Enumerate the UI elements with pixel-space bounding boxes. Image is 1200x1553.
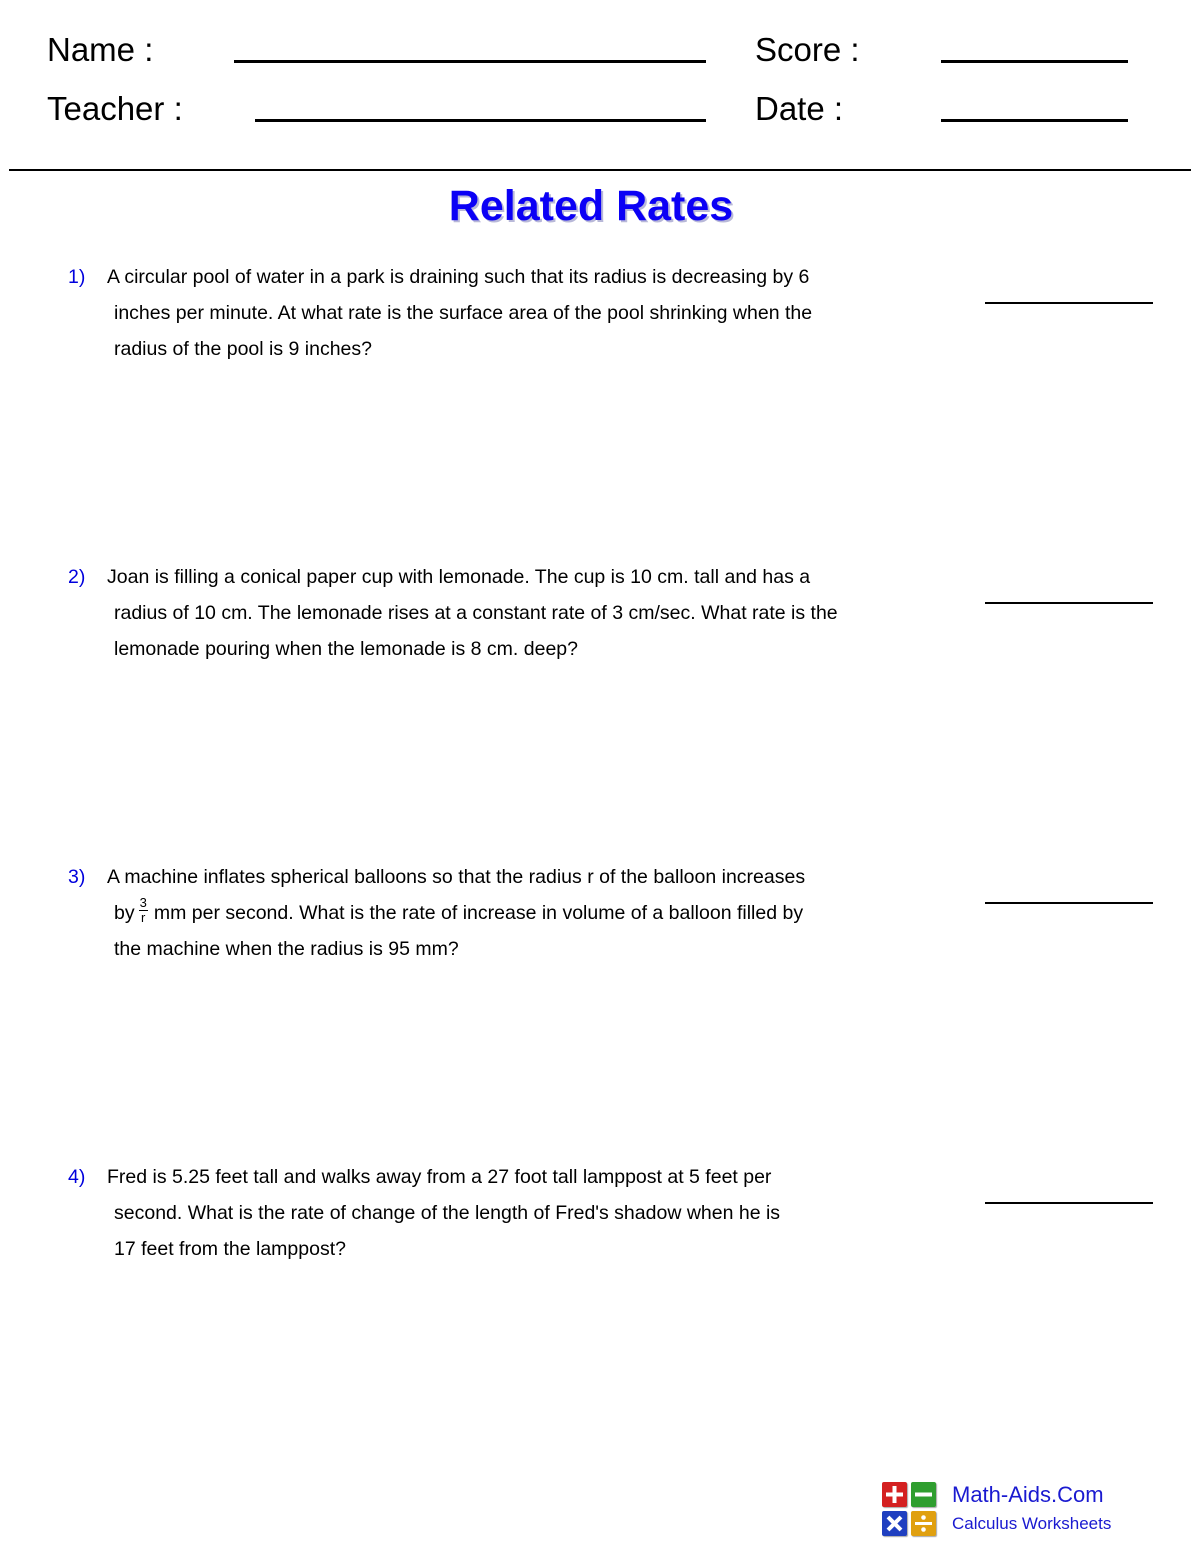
answer-line-4[interactable] (985, 1202, 1153, 1204)
score-field[interactable] (941, 60, 1128, 63)
problem-line: second. What is the rate of change of the length of Fred's shadow when he is (114, 1202, 781, 1224)
minus-icon (911, 1482, 936, 1507)
divide-icon (911, 1511, 936, 1536)
problem-line: 17 feet from the lamppost? (114, 1238, 346, 1260)
problem-2 (0, 559, 1200, 859)
name-label: Name : (47, 31, 154, 68)
logo-name: Math-Aids.Com (952, 1482, 1104, 1507)
problem-text (107, 1159, 927, 1267)
problem-line: Joan is filling a conical paper cup with lemonade. The cup is 10 cm. tall and has a (107, 566, 811, 588)
score-label: Score : (755, 31, 860, 68)
problem-text-segment: mm per second. What is the rate of increase in volume of a balloon filled by (153, 902, 804, 924)
header-divider (9, 169, 1191, 171)
fraction (139, 896, 148, 925)
problem-1 (0, 259, 1200, 559)
problem-4 (0, 1159, 1200, 1459)
problem-text (107, 859, 927, 967)
problem-number: 4) (68, 1166, 86, 1188)
fraction-denominator: r (141, 910, 146, 926)
date-field[interactable] (941, 119, 1128, 122)
problem-number: 2) (68, 566, 86, 588)
plus-icon (882, 1482, 907, 1507)
answer-line-3[interactable] (985, 902, 1153, 904)
problem-line: A machine inflates spherical balloons so that the radius r of the balloon increases (107, 866, 806, 888)
problem-line: radius of 10 cm. The lemonade rises at a constant rate of 3 cm/sec. What rate is the (114, 602, 838, 624)
problem-line: radius of the pool is 9 inches? (114, 338, 372, 360)
fraction-numerator: 3 (139, 895, 147, 911)
problem-3 (0, 859, 1200, 1159)
answer-line-1[interactable] (985, 302, 1153, 304)
problem-line: A circular pool of water in a park is draining such that its radius is decreasing by 6 (107, 266, 810, 288)
name-field[interactable] (234, 60, 706, 63)
answer-line-2[interactable] (985, 602, 1153, 604)
problem-text-segment: by (114, 902, 135, 924)
problem-line: the machine when the radius is 95 mm? (114, 938, 459, 960)
worksheet-title: Related Rates (448, 182, 734, 230)
problem-line: inches per minute. At what rate is the surface area of the pool shrinking when the (114, 302, 813, 324)
problem-text (107, 559, 927, 667)
logo-subtitle: Calculus Worksheets (952, 1514, 1112, 1533)
problem-line: lemonade pouring when the lemonade is 8 cm. deep? (114, 638, 578, 660)
math-aids-logo[interactable] (882, 1481, 1182, 1541)
date-label: Date : (755, 90, 844, 127)
problem-number: 1) (68, 266, 86, 288)
teacher-field[interactable] (255, 119, 706, 122)
teacher-label: Teacher : (47, 90, 183, 127)
times-icon (882, 1511, 907, 1536)
problem-number: 3) (68, 866, 86, 888)
problem-line (107, 895, 927, 931)
problem-text (107, 259, 927, 367)
problem-line: Fred is 5.25 feet tall and walks away from a 27 foot tall lamppost at 5 feet per (107, 1166, 772, 1188)
